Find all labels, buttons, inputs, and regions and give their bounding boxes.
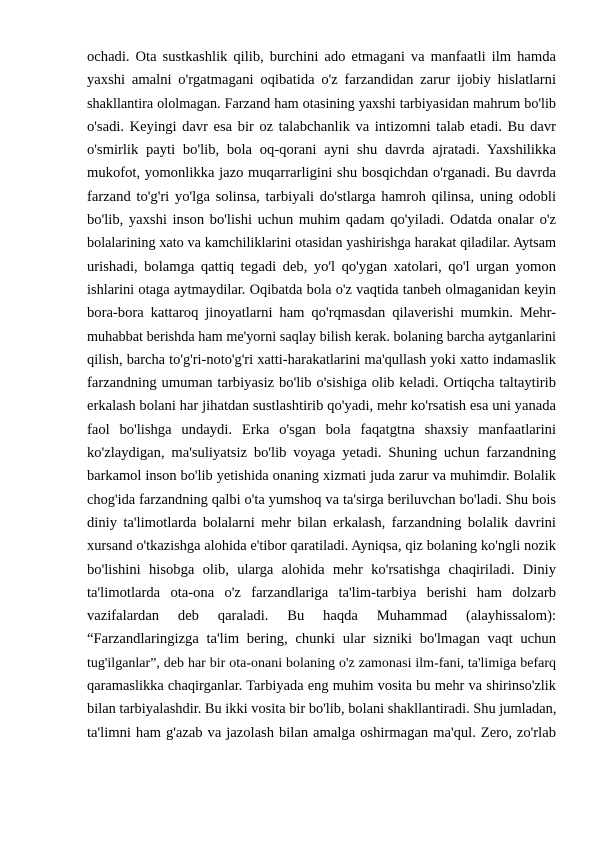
text-line: bo'lib, yaxshi inson bo'lishi uchun muhim qadam qo'yiladi. Odatda onalar o'z: [87, 212, 556, 229]
text-line: o'smirlik payti bo'lib, bola oq-qorani ayni shu davrda ajratadi. Yaxshilikka: [87, 142, 556, 159]
text-line: tug'ilganlar”, deb har bir ota-onani bolaning o'z zamonasi ilm-fani, ta'limiga befarq: [87, 655, 556, 671]
text-line: erkalash bolani har jihatdan sustlashtirib qo'yadi, mehr ko'rsatish esa uni yanada: [87, 398, 556, 415]
text-line: bo'lishini hisobga olib, ularga alohida mehr ko'rsatishga chaqiriladi. Diniy: [87, 561, 556, 578]
text-line: ishlarini otaga aytmaydilar. Oqibatda bola o'z vaqtida tanbeh olmaganidan keyin: [87, 281, 556, 298]
text-line: faol bo'lishga undaydi. Erka o'sgan bola faqatgtna shaxsiy manfaatlarini: [87, 421, 556, 438]
text-line: farzandning umuman tarbiyasiz bo'lib o'sishiga olib keladi. Ortiqcha taltaytirib: [87, 375, 556, 392]
text-line: xursand o'tkazishga alohida e'tibor qaratiladi. Ayniqsa, qiz bolaning ko'ngli nozik: [87, 538, 556, 555]
text-line: vazifalardan deb qaraladi. Bu haqda Muhammad (alayhissalom):: [87, 608, 556, 625]
text-line: shakllantira ololmagan. Farzand ham otasining yaxshi tarbiyasidan mahrum bo'lib: [87, 95, 556, 112]
text-line: “Farzandlaringizga ta'lim bering, chunki ular sizniki bo'lmagan vaqt uchun: [87, 631, 556, 648]
text-line: barkamol inson bo'lib yetishida onaning xizmati juda zarur va muhimdir. Bolalik: [87, 468, 556, 485]
body-text: [87, 46, 556, 745]
text-line: yaxshi amalni o'rgatmagani oqibatida o'z farzandidan zarur ijobiy hislatlarni: [87, 72, 556, 89]
text-line: bilan tarbiyalashdir. Bu ikki vosita bir bo'lib, bolani shakllantiradi. Shu jumladan,: [87, 701, 556, 718]
text-line: ko'zlaydigan, ma'suliyatsiz bo'lib voyaga yetadi. Shuning uchun farzandning: [87, 445, 556, 462]
text-line: bora-bora kattaroq jinoyatlarni ham qo'rqmasdan qilaverishi mumkin. Mehr-: [87, 305, 556, 322]
text-line: ta'limotlarda ota-ona o'z farzandlariga ta'lim-tarbiya berishi ham dolzarb: [87, 584, 556, 601]
text-line: farzand to'g'ri yo'lga solinsa, tarbiyali do'stlarga hamroh qilinsa, uning odobli: [87, 188, 556, 205]
text-line: urishadi, bolamga qattiq tegadi deb, yo'l qo'ygan xatolari, qo'l urgan yomon: [87, 258, 556, 275]
text-line: o'sadi. Keyingi davr esa bir oz talabchanlik va intizomni talab etadi. Bu davr: [87, 118, 556, 135]
text-line: muhabbat berishda ham me'yorni saqlay bilish kerak. bolaning barcha aytganlarini: [87, 328, 556, 345]
text-line: bolalarining xato va kamchiliklarini otasidan yashirishga harakat qiladilar. Aytsam: [87, 235, 556, 252]
text-line: mukofot, yomonlikka jazo muqarrarligini shu bosqichdan o'rganadi. Bu davrda: [87, 165, 556, 182]
text-line: chog'ida farzandning qalbi o'ta yumshoq va ta'sirga beriluvchan bo'ladi. Shu bois: [87, 491, 556, 508]
text-line: qilish, barcha to'g'ri-noto'g'ri xatti-harakatlarini ma'qullash yoki xatto indamaslik: [87, 351, 556, 368]
text-line: qaramaslikka chaqirganlar. Tarbiyada eng muhim vosita bu mehr va shirinso'zlik: [87, 678, 556, 695]
text-line: ochadi. Ota sustkashlik qilib, burchini ado etmagani va manfaatli ilm hamda: [87, 49, 556, 65]
text-line: diniy ta'limotlarda bolalarni mehr bilan erkalash, farzandning bolalik davrini: [87, 514, 556, 531]
text-line: ta'limni ham g'azab va jazolash bilan amalga oshirmagan ma'qul. Zero, zo'rlab: [87, 724, 556, 741]
